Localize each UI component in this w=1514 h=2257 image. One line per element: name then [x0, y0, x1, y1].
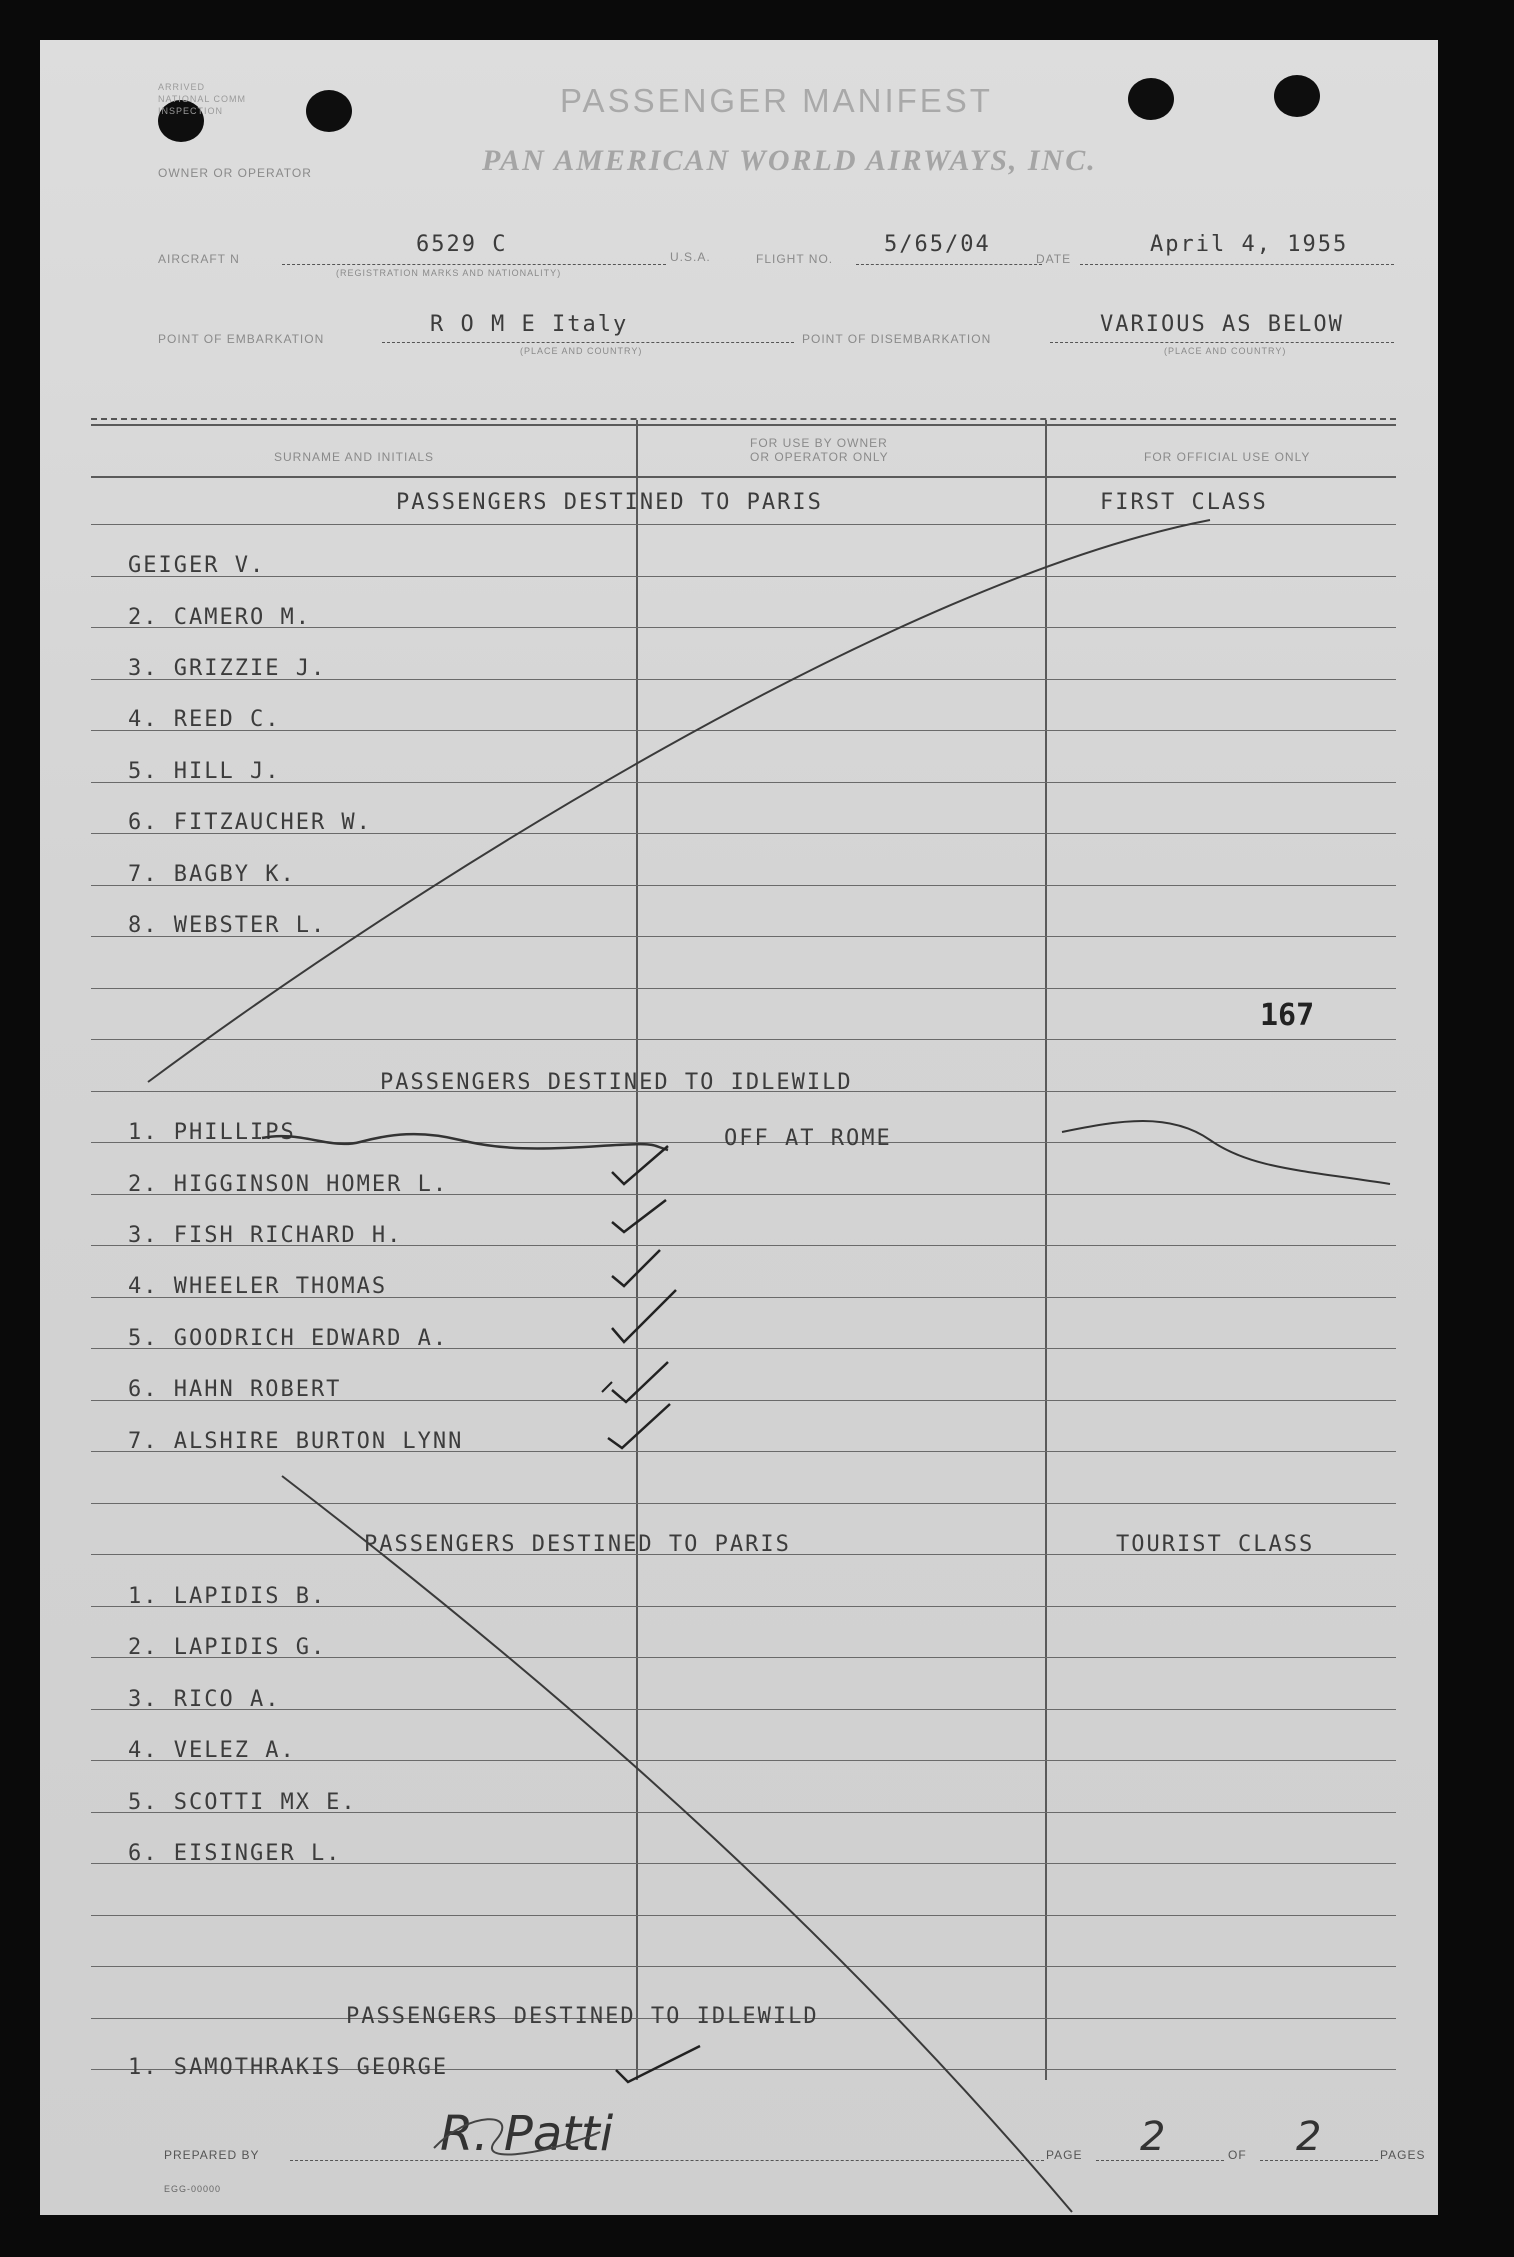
section-heading: PASSENGERS DESTINED TO IDLEWILD: [346, 2004, 819, 2029]
passenger-row: 5. HILL J.: [128, 759, 281, 784]
form-code: EGG-00000: [164, 2184, 222, 2194]
check-mark: [612, 1250, 660, 1286]
passenger-row: 2. CAMERO M.: [128, 605, 311, 630]
embarkation-note: (PLACE AND COUNTRY): [520, 346, 643, 356]
passenger-row: 4. WHEELER THOMAS: [128, 1274, 388, 1299]
passenger-row: GEIGER V.: [128, 553, 266, 578]
passenger-note: OFF AT ROME: [724, 1126, 892, 1151]
check-mark: [612, 1362, 668, 1402]
owner-label: OWNER OR OPERATOR: [158, 166, 312, 180]
passenger-row: 2. LAPIDIS G.: [128, 1635, 327, 1660]
page-total: 2: [1296, 2114, 1322, 2160]
section-heading: PASSENGERS DESTINED TO IDLEWILD: [380, 1070, 853, 1095]
check-mark: [602, 1382, 612, 1392]
column-header-owner-1: FOR USE BY OWNER: [750, 436, 888, 450]
stamp-number: 167: [1260, 998, 1315, 1033]
passenger-row: 1. LAPIDIS B.: [128, 1584, 327, 1609]
passenger-row: 6. EISINGER L.: [128, 1841, 342, 1866]
passenger-row: 4. REED C.: [128, 707, 281, 732]
strike-diagonal-line: [282, 1476, 1072, 2212]
of-label: OF: [1228, 2148, 1247, 2162]
check-mark: [612, 1290, 676, 1342]
passenger-row: 8. WEBSTER L.: [128, 913, 327, 938]
check-mark: [608, 1404, 670, 1448]
column-header-surname: SURNAME AND INITIALS: [274, 450, 435, 464]
aircraft-label: AIRCRAFT N: [158, 252, 240, 266]
flight-label: FLIGHT NO.: [756, 252, 834, 266]
passenger-row: 3. FISH RICHARD H.: [128, 1223, 403, 1248]
passenger-row: 4. VELEZ A.: [128, 1738, 296, 1763]
passenger-row: 1. SAMOTHRAKIS GEORGE: [128, 2055, 449, 2080]
strike-wavy-line: [262, 1134, 668, 1150]
arrival-stamp-line-2: NATIONAL COMM: [158, 94, 247, 104]
column-header-official: FOR OFFICIAL USE ONLY: [1144, 450, 1311, 464]
signature-flourish: [434, 2119, 600, 2154]
strike-diagonal-line: [148, 520, 1210, 1082]
prepared-by-label: PREPARED BY: [164, 2148, 260, 2162]
passenger-row: 2. HIGGINSON HOMER L.: [128, 1172, 449, 1197]
check-mark: [612, 1200, 666, 1232]
passenger-row: 7. BAGBY K.: [128, 862, 296, 887]
aircraft-value: 6529 C: [416, 232, 508, 257]
arrival-stamp-line-1: ARRIVED: [158, 82, 206, 92]
company-name: PAN AMERICAN WORLD AIRWAYS, INC.: [482, 144, 1097, 177]
pages-label: PAGES: [1380, 2148, 1426, 2162]
embarkation-label: POINT OF EMBARKATION: [158, 332, 325, 346]
flight-value: 5/65/04: [884, 232, 991, 257]
disembarkation-note: (PLACE AND COUNTRY): [1164, 346, 1287, 356]
arrival-stamp-line-3: INSPECTION: [158, 106, 224, 116]
section-heading: PASSENGERS DESTINED TO PARIS: [396, 490, 823, 515]
passenger-row: 7. ALSHIRE BURTON LYNN: [128, 1429, 464, 1454]
embarkation-value: R O M E Italy: [430, 312, 629, 337]
passenger-row: 6. HAHN ROBERT: [128, 1377, 342, 1402]
passenger-row: 3. GRIZZIE J.: [128, 656, 327, 681]
section-class-label: TOURIST CLASS: [1116, 1532, 1315, 1557]
signature: R. Patti: [440, 2106, 614, 2162]
column-header-owner-2: OR OPERATOR ONLY: [750, 450, 889, 464]
passenger-row: 1. PHILLIPS: [128, 1120, 296, 1145]
page-label: PAGE: [1046, 2148, 1083, 2162]
official-wave-line: [1062, 1121, 1390, 1184]
section-heading: PASSENGERS DESTINED TO PARIS: [364, 1532, 791, 1557]
disembarkation-value: VARIOUS AS BELOW: [1100, 312, 1344, 337]
passenger-row: 5. SCOTTI MX E.: [128, 1790, 357, 1815]
date-label: DATE: [1036, 252, 1072, 266]
passenger-row: 3. RICO A.: [128, 1687, 281, 1712]
check-mark: [612, 1146, 668, 1184]
check-mark: [616, 2046, 700, 2082]
passenger-row: 5. GOODRICH EDWARD A.: [128, 1326, 449, 1351]
usa-label: U.S.A.: [670, 250, 711, 264]
section-class-label: FIRST CLASS: [1100, 490, 1268, 515]
page-title: PASSENGER MANIFEST: [560, 82, 993, 119]
passenger-row: 6. FITZAUCHER W.: [128, 810, 372, 835]
page-number: 2: [1140, 2114, 1166, 2160]
registration-note: (REGISTRATION MARKS AND NATIONALITY): [336, 268, 562, 278]
disembarkation-label: POINT OF DISEMBARKATION: [802, 332, 992, 346]
date-value: April 4, 1955: [1150, 232, 1349, 257]
